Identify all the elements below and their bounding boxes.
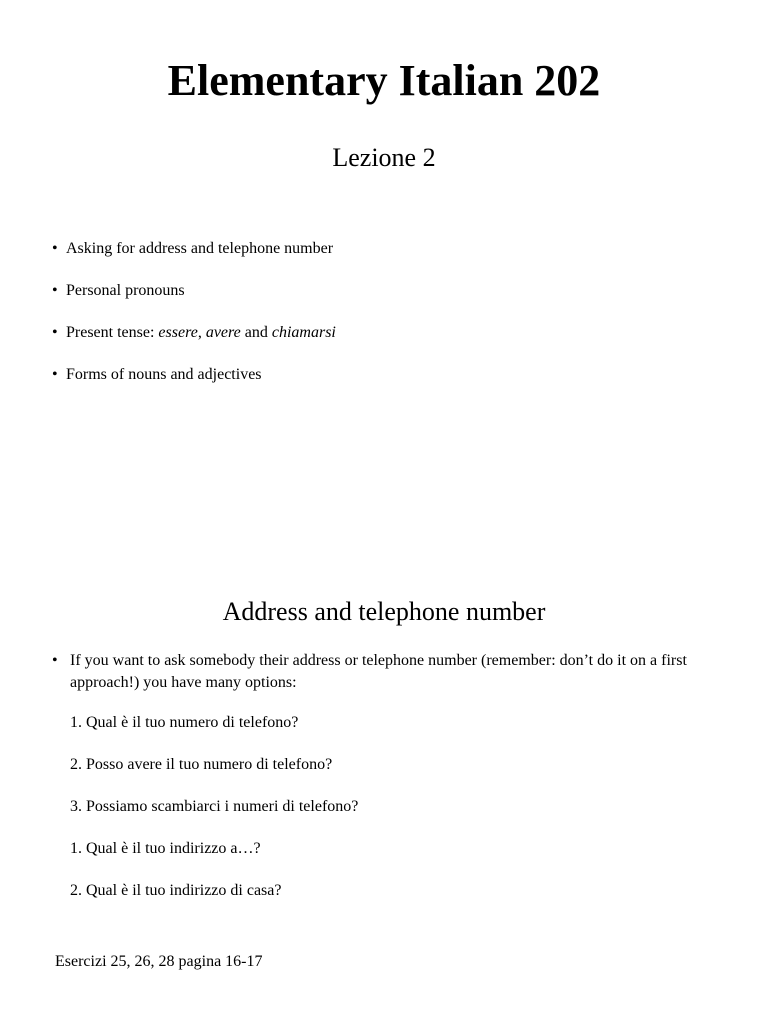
topic-item-nouns-adjectives: [52, 364, 336, 386]
bullet-marker: •: [52, 366, 58, 383]
bullet-marker: •: [52, 652, 58, 669]
topic-text: Forms of nouns and adjectives: [66, 366, 262, 383]
topic-item-present-tense: [52, 322, 336, 344]
topic-text-prefix: Present tense:: [66, 324, 159, 341]
page-title: Elementary Italian 202: [167, 56, 601, 105]
topics-list: [52, 238, 336, 406]
verb-separator: ,: [197, 324, 206, 341]
question-item: 1. Qual è il tuo numero di telefono?: [70, 714, 299, 731]
verb-avere: avere: [205, 324, 241, 341]
question-item: 2. Qual è il tuo indirizzo di casa?: [70, 882, 282, 899]
bullet-marker: •: [52, 324, 58, 341]
topic-item-pronouns: [52, 280, 336, 302]
exercises-note: Esercizi 25, 26, 28 pagina 16-17: [55, 953, 263, 970]
topic-text: Asking for address and telephone number: [66, 240, 334, 257]
question-item: 2. Posso avere il tuo numero di telefono?: [70, 756, 333, 773]
lesson-subtitle: Lezione 2: [332, 143, 436, 172]
bullet-marker: •: [52, 240, 58, 257]
intro-text: If you want to ask somebody their address or telephone number (remember: don’t do it on a first approach!) you have many options:: [70, 652, 687, 691]
verb-essere: essere: [158, 324, 198, 341]
topic-item-address: [52, 238, 336, 260]
verb-conjunction: and: [240, 324, 272, 341]
bullet-marker: •: [52, 282, 58, 299]
questions-list: [70, 712, 358, 922]
section-title: Address and telephone number: [222, 597, 546, 626]
topic-text: Personal pronouns: [66, 282, 185, 299]
question-item: 1. Qual è il tuo indirizzo a…?: [70, 840, 261, 857]
section-intro: [52, 650, 722, 694]
question-item: 3. Possiamo scambiarci i numeri di telefono?: [70, 798, 359, 815]
verb-chiamarsi: chiamarsi: [271, 324, 336, 341]
